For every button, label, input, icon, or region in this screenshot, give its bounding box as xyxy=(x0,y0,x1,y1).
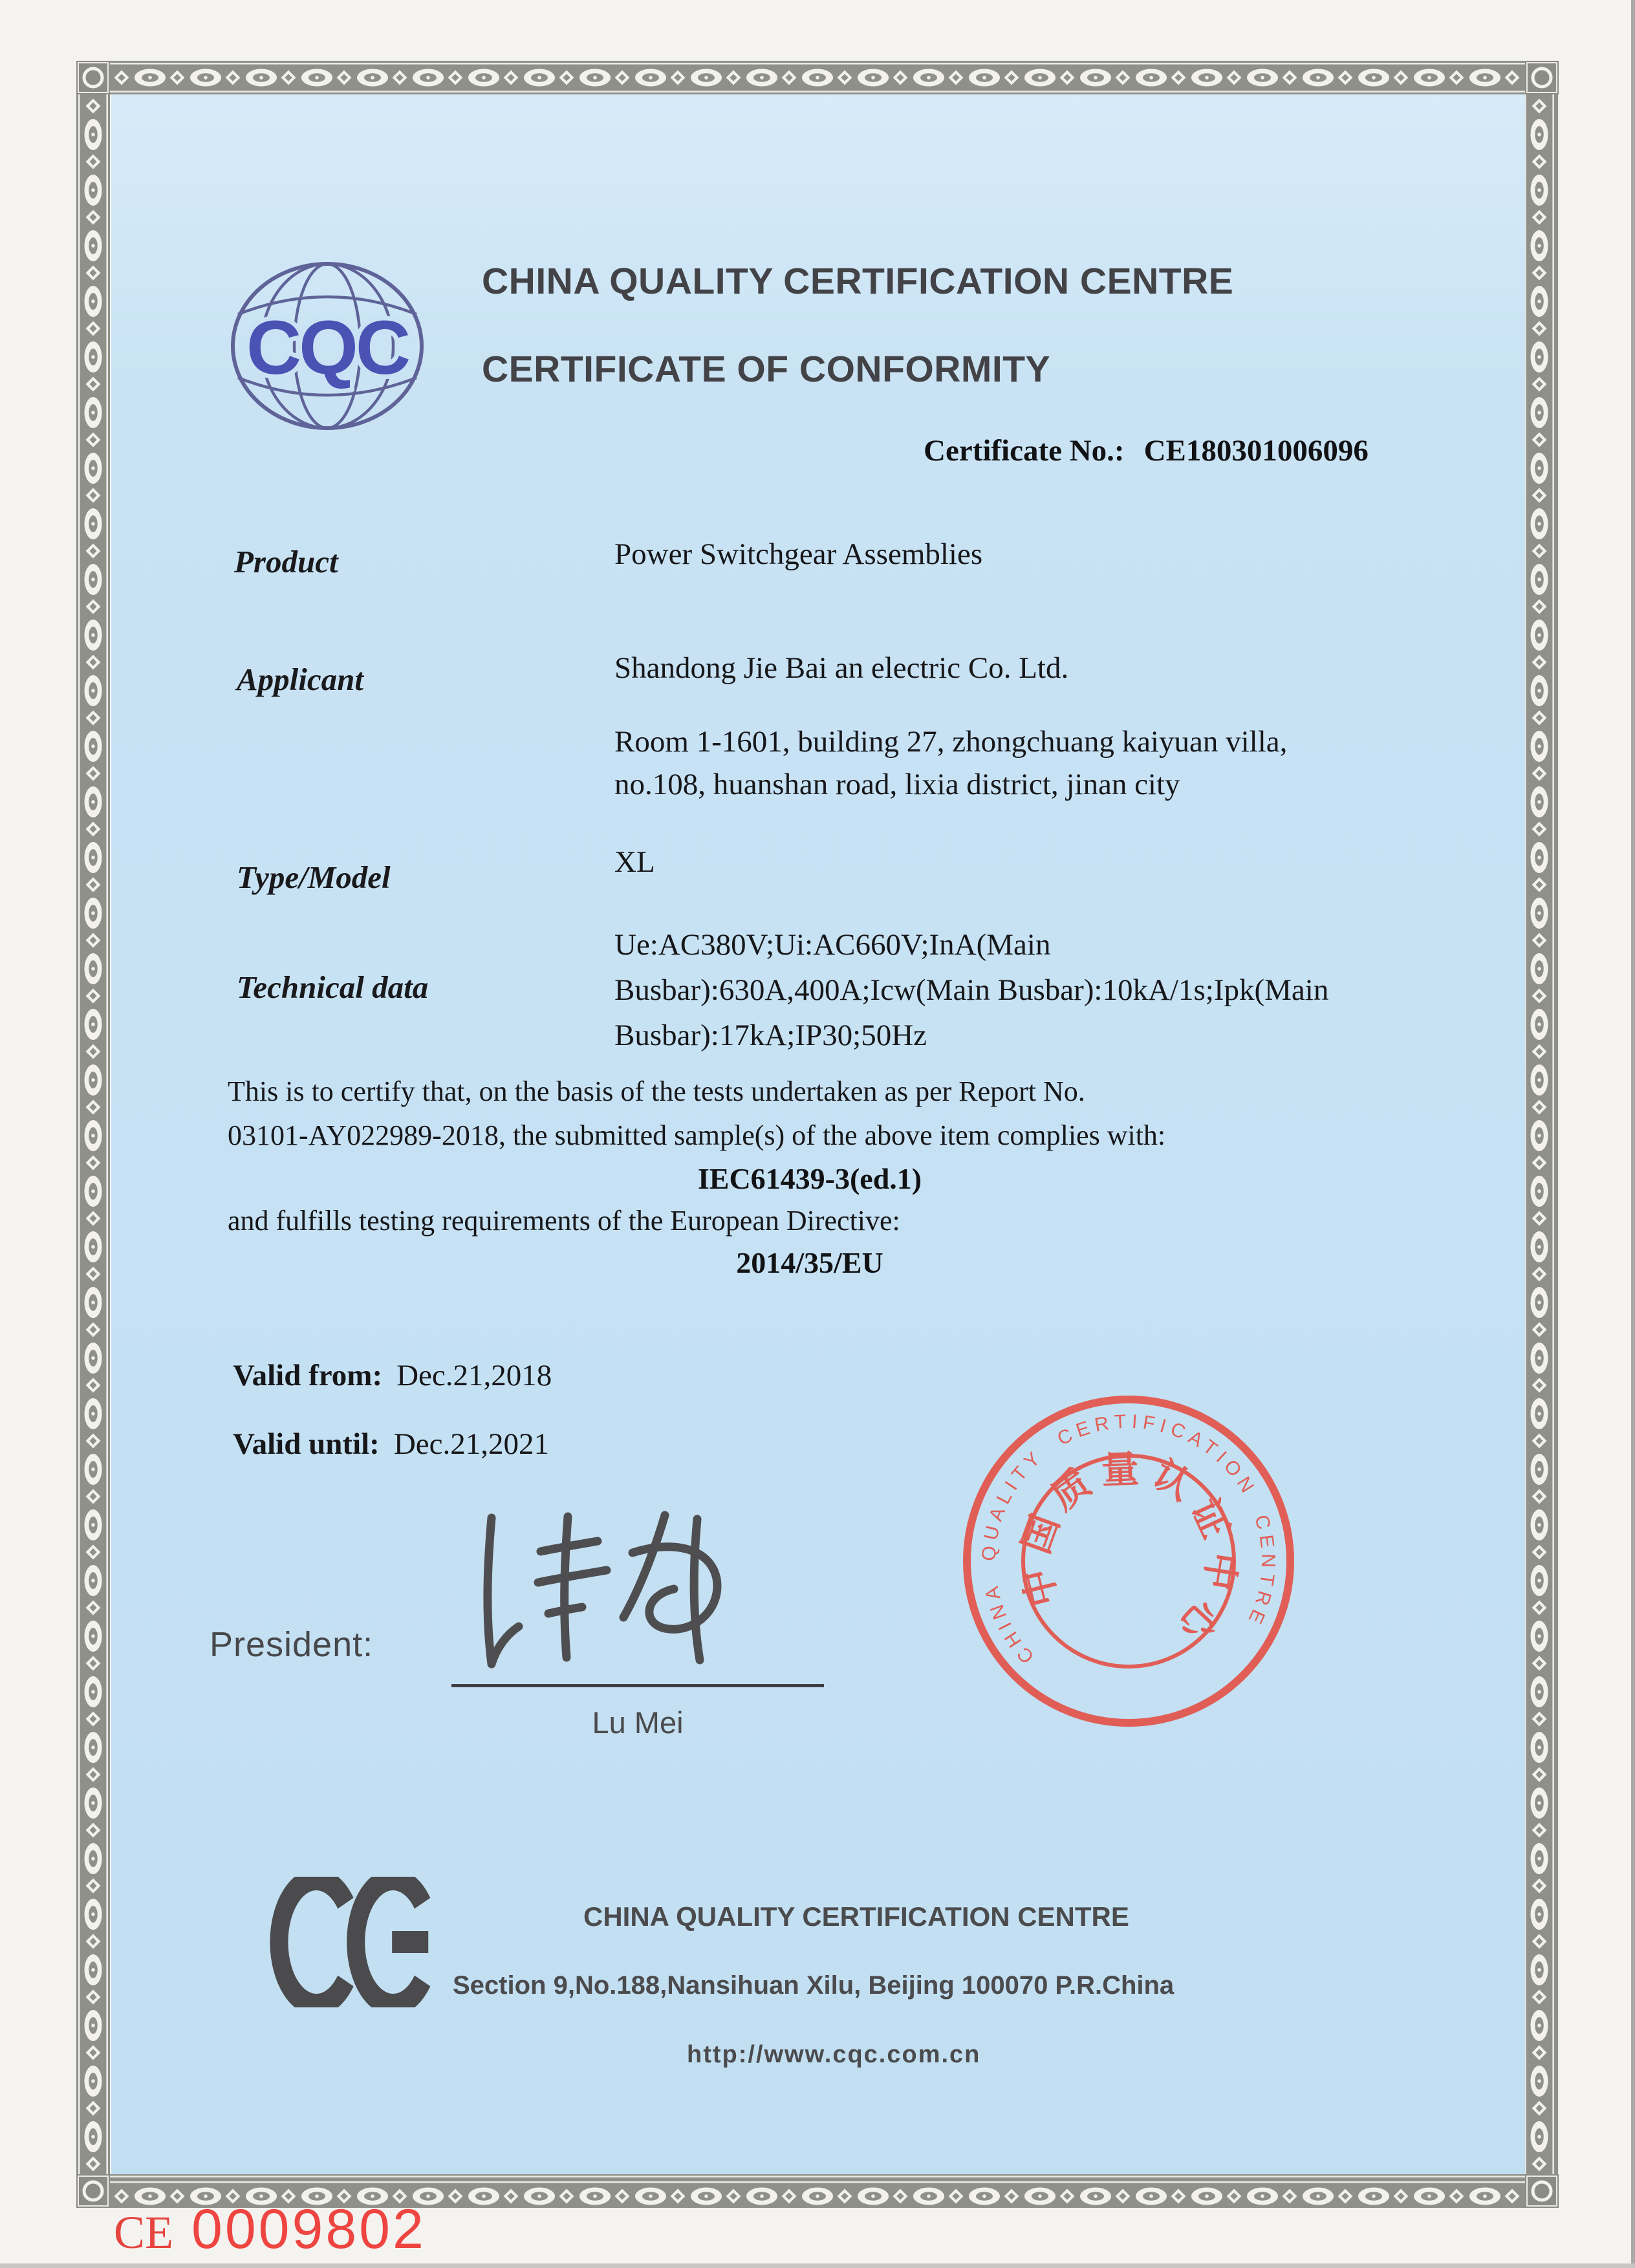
product-value: Power Switchgear Assemblies xyxy=(614,537,983,571)
statement-line2: 03101-AY022989-2018, the submitted sample(s) of the above item complies with: xyxy=(228,1119,1166,1151)
president-label: President: xyxy=(210,1625,374,1664)
product-label: Product xyxy=(234,544,338,579)
ce-mark-logo xyxy=(265,1877,441,2007)
statement-line3: and fulfills testing requirements of the European Directive: xyxy=(228,1205,900,1237)
technical-data-line2: Busbar):630A,400A;Icw(Main Busbar):10kA/1s;Ipk(Main xyxy=(614,973,1329,1007)
serial-number-line xyxy=(114,2198,426,2262)
cqc-round-stamp xyxy=(959,1392,1298,1731)
statement-directive: 2014/35/EU xyxy=(736,1246,883,1279)
cqc-logo-text: CQC xyxy=(246,305,409,391)
serial-prefix: CE xyxy=(114,2207,174,2258)
type-model-label: Type/Model xyxy=(237,859,391,895)
certificate-number-line xyxy=(924,433,1369,468)
valid-from-line xyxy=(233,1358,552,1393)
scan-edge-artifact-right xyxy=(1631,0,1635,2268)
stamp-ring-text: CHINA QUALITY CERTIFICATION CENTRE xyxy=(978,1410,1279,1668)
technical-data-line1: Ue:AC380V;Ui:AC660V;InA(Main xyxy=(614,928,1051,962)
type-model-value: XL xyxy=(614,845,655,879)
president-signature-graphic xyxy=(459,1510,770,1672)
stamp-inner-text: 中国质量认证中心 xyxy=(1013,1447,1244,1655)
applicant-name: Shandong Jie Bai an electric Co. Ltd. xyxy=(614,651,1069,685)
technical-data-label: Technical data xyxy=(237,969,429,1005)
cqc-globe-logo xyxy=(213,242,441,450)
valid-from-label: Valid from: xyxy=(233,1359,383,1392)
valid-until-label: Valid until: xyxy=(233,1427,380,1461)
statement-line1: This is to certify that, on the basis of the tests undertaken as per Report No. xyxy=(228,1075,1085,1107)
header-centre-name: CHINA QUALITY CERTIFICATION CENTRE xyxy=(482,261,1234,302)
valid-from-value: Dec.21,2018 xyxy=(396,1359,552,1392)
applicant-address-line1: Room 1-1601, building 27, zhongchuang kaiyuan villa, xyxy=(614,725,1288,759)
statement-standard: IEC61439-3(ed.1) xyxy=(697,1162,922,1195)
footer-website: http://www.cqc.com.cn xyxy=(687,2041,981,2068)
certificate-title: CERTIFICATE OF CONFORMITY xyxy=(482,349,1051,390)
certificate-number-label: Certificate No.: xyxy=(924,434,1125,468)
svg-text:中国质量认证中心 xyxy=(1013,1448,1243,1655)
applicant-address-line2: no.108, huanshan road, lixia district, jinan city xyxy=(614,768,1180,801)
certificate-number-value: CE180301006096 xyxy=(1143,434,1369,468)
applicant-label: Applicant xyxy=(237,662,364,697)
scan-edge-artifact-bottom xyxy=(0,2263,1635,2268)
serial-number: 0009802 xyxy=(191,2198,426,2260)
valid-until-value: Dec.21,2021 xyxy=(393,1427,550,1461)
valid-until-line xyxy=(233,1427,549,1462)
footer-address: Section 9,No.188,Nansihuan Xilu, Beijing 100070 P.R.China xyxy=(453,1971,1175,2000)
signer-name: Lu Mei xyxy=(592,1705,684,1740)
signature-rule xyxy=(451,1684,824,1687)
technical-data-line3: Busbar):17kA;IP30;50Hz xyxy=(614,1019,927,1052)
footer-centre-name: CHINA QUALITY CERTIFICATION CENTRE xyxy=(583,1901,1129,1932)
